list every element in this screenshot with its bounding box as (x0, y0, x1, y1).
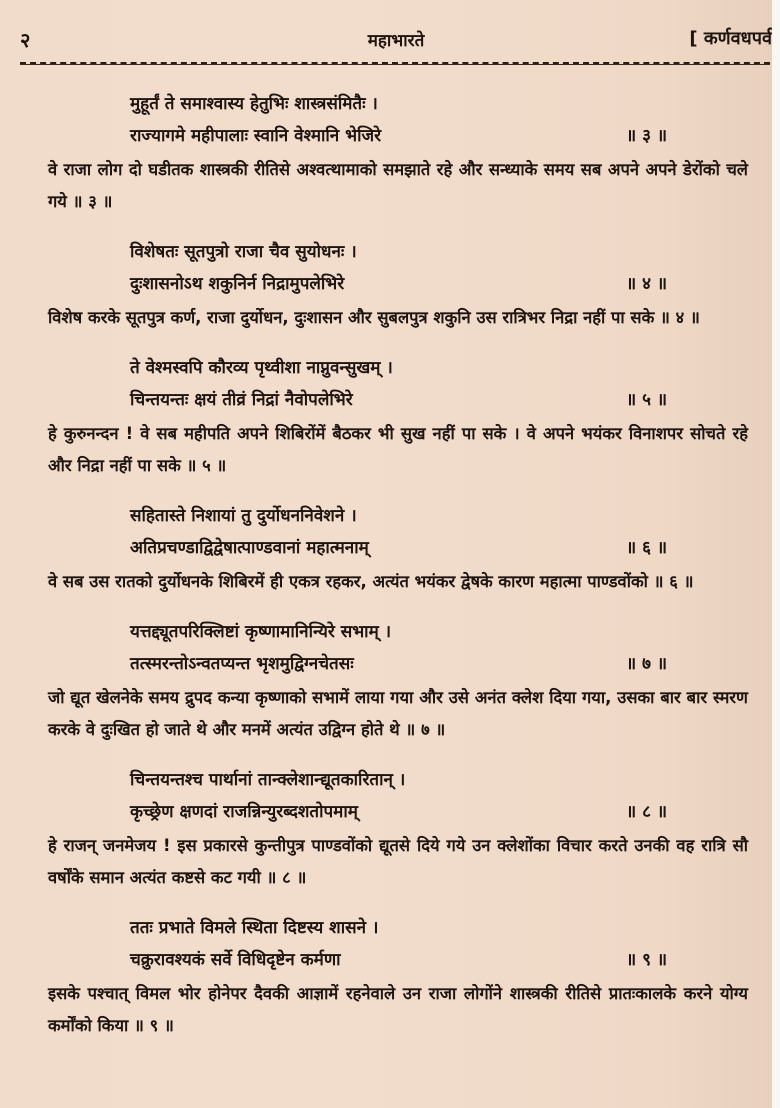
shloka-line-2: चिन्तयन्तः क्षयं तीव्रं निद्रां नैवोपलेभिरे (130, 390, 353, 410)
shloka-line-2: दुःशासनोऽथ शकुनिर्न निद्रामुपलेभिरे (130, 274, 345, 294)
shloka-line-2: अतिप्रचण्डाद्विद्वेषात्पाण्डवानां महात्मनाम् (130, 538, 369, 558)
page-header (20, 22, 772, 62)
verse-line (48, 764, 748, 796)
verse-line (48, 616, 748, 648)
translation: वे राजा लोग दो घडीतक शास्त्रकी रीतिसे अश्वत्थामाको समझाते रहे और सन्ध्याके समय सब अपने अपने डेरोंको चले गये ॥ ३ ॥ (48, 160, 748, 211)
verse-number: ॥ ३ ॥ (626, 126, 668, 146)
page-number: २ (20, 28, 31, 52)
verse-line (48, 532, 748, 564)
verse-block (48, 352, 748, 482)
translation: विशेष करके सूतपुत्र कर्ण, राजा दुर्योधन, दुःशासन और सुबलपुत्र शकुनि उस रात्रिभर निद्रा नहीं पा सके ॥ ४ ॥ (48, 308, 700, 327)
page-content (48, 88, 748, 1060)
verse-number: ॥ ४ ॥ (626, 274, 668, 294)
verse-line (48, 500, 748, 532)
section-title: [ कर्णवधपर्व (689, 28, 772, 49)
verse-number: ॥ ६ ॥ (626, 538, 668, 558)
verse-line (48, 384, 748, 416)
shloka-line-2: राज्यागमे महीपालाः स्वानि वेश्मानि भेजिरे (130, 126, 382, 146)
shloka-line-1: ततः प्रभाते विमले स्थिता दिष्टस्य शासने । (130, 918, 379, 938)
translation: हे कुरुनन्दन ! वे सब महीपति अपने शिबिरोंमें बैठकर भी सुख नहीं पा सके । वे अपने भयंकर विनाशपर सोचते रहे और निद्रा नहीं पा सके ॥ ५ ॥ (48, 424, 748, 475)
shloka-line-1: ते वेश्मस्वपि कौरव्य पृथ्वीशा नाप्नुवन्सुखम् । (130, 358, 393, 378)
verse-line (48, 268, 748, 300)
verse-line (48, 236, 748, 268)
verse-number: ॥ ७ ॥ (626, 654, 668, 674)
verse-block (48, 616, 748, 746)
verse-line (48, 88, 748, 120)
translation: इसके पश्चात् विमल भोर होनेपर दैवकी आज्ञामें रहनेवाले उन राजा लोगोंने शास्त्रकी रीतिसे प्रातःकालके करने योग्य कर्मोंको किया ॥ ९ ॥ (48, 984, 748, 1035)
verse-number: ॥ ९ ॥ (626, 950, 668, 970)
verse-block (48, 88, 748, 218)
page-edge (772, 0, 780, 1108)
translation: हे राजन् जनमेजय ! इस प्रकारसे कुन्तीपुत्र पाण्डवोंको द्यूतसे दिये गये उन क्लेशोंका विचार करते उनकी वह रात्रि सौ वर्षोंके समान अत्यंत कष्टसे कट गयी ॥ ८ ॥ (48, 836, 748, 887)
verse-line (48, 796, 748, 828)
verse-line (48, 120, 748, 152)
shloka-line-2: कृच्छ्रेण क्षणदां राजन्निन्युरब्दशतोपमाम् (130, 802, 358, 822)
verse-block (48, 912, 748, 1042)
verse-number: ॥ ५ ॥ (626, 390, 668, 410)
shloka-line-1: विशेषतः सूतपुत्रो राजा चैव सुयोधनः । (130, 242, 357, 262)
shloka-line-1: चिन्तयन्तश्च पार्थानां तान्क्लेशान्द्यूतकारितान् । (130, 770, 406, 790)
verse-number: ॥ ८ ॥ (626, 802, 668, 822)
translation: वे सब उस रातको दुर्योधनके शिबिरमें ही एकत्र रहकर, अत्यंत भयंकर द्वेषके कारण महात्मा पाण्डवोंको ॥ ६ ॥ (48, 572, 694, 591)
verse-line (48, 648, 748, 680)
running-title: महाभारते (367, 31, 425, 51)
verse-block (48, 500, 748, 598)
verse-block (48, 236, 748, 334)
shloka-line-1: मुहूर्तं ते समाश्वास्य हेतुभिः शास्त्रसंमितैः । (130, 94, 378, 114)
shloka-line-2: चक्रुरावश्यकं सर्वे विधिदृष्टेन कर्मणा (130, 950, 341, 970)
shloka-line-1: सहितास्ते निशायां तु दुर्योधननिवेशने । (130, 506, 357, 526)
shloka-line-2: तत्स्मरन्तोऽन्वतप्यन्त भृशमुद्विग्नचेतसः (130, 654, 354, 674)
header-rule-solid (20, 64, 770, 65)
verse-block (48, 764, 748, 894)
verse-line (48, 944, 748, 976)
translation: जो द्यूत खेलनेके समय द्रुपद कन्या कृष्णाको सभामें लाया गया और उसे अनंत क्लेश दिया गया, उसका बार बार स्मरण करके वे दुःखित हो जाते थे और मनमें अत्यंत उद्विग्न होते थे ॥ ७ ॥ (48, 688, 748, 739)
verse-line (48, 912, 748, 944)
shloka-line-1: यत्तद्द्यूतपरिक्लिष्टां कृष्णामानिन्यिरे सभाम् । (130, 622, 392, 642)
verse-line (48, 352, 748, 384)
